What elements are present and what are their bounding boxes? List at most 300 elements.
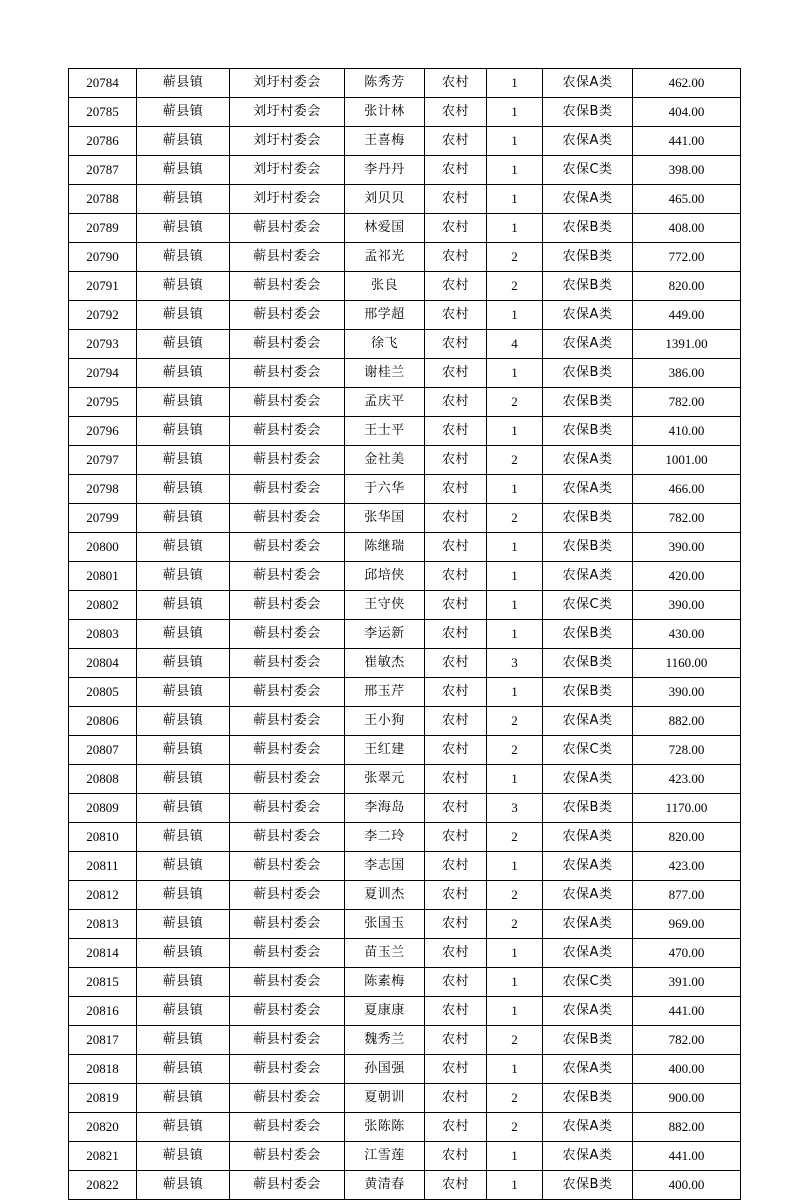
- table-row: [69, 1113, 741, 1142]
- cell-town: 蕲县镇: [137, 939, 230, 968]
- cell-town: 蕲县镇: [137, 881, 230, 910]
- cell-household_type: 农村: [425, 417, 487, 446]
- cell-village: 蕲县村委会: [230, 272, 345, 301]
- cell-id: 20787: [69, 156, 137, 185]
- cell-name: 王士平: [345, 417, 425, 446]
- cell-people: 1: [487, 156, 543, 185]
- cell-village: 蕲县村委会: [230, 736, 345, 765]
- cell-town: 蕲县镇: [137, 185, 230, 214]
- cell-category: 农保B类: [543, 794, 633, 823]
- cell-people: 2: [487, 881, 543, 910]
- cell-category: 农保A类: [543, 765, 633, 794]
- cell-amount: 449.00: [633, 301, 741, 330]
- cell-category: 农保A类: [543, 1142, 633, 1171]
- cell-name: 王守侠: [345, 591, 425, 620]
- cell-name: 陈素梅: [345, 968, 425, 997]
- cell-amount: 462.00: [633, 69, 741, 98]
- cell-town: 蕲县镇: [137, 69, 230, 98]
- cell-people: 2: [487, 910, 543, 939]
- cell-id: 20817: [69, 1026, 137, 1055]
- cell-village: 蕲县村委会: [230, 852, 345, 881]
- cell-category: 农保A类: [543, 707, 633, 736]
- cell-town: 蕲县镇: [137, 736, 230, 765]
- cell-people: 1: [487, 214, 543, 243]
- cell-name: 孟祁光: [345, 243, 425, 272]
- cell-town: 蕲县镇: [137, 127, 230, 156]
- subsidy-table: [68, 68, 741, 1200]
- cell-amount: 390.00: [633, 533, 741, 562]
- cell-people: 2: [487, 446, 543, 475]
- cell-village: 蕲县村委会: [230, 417, 345, 446]
- cell-name: 江雪莲: [345, 1142, 425, 1171]
- cell-village: 蕲县村委会: [230, 446, 345, 475]
- cell-village: 蕲县村委会: [230, 475, 345, 504]
- cell-town: 蕲县镇: [137, 794, 230, 823]
- cell-category: 农保B类: [543, 1084, 633, 1113]
- cell-town: 蕲县镇: [137, 533, 230, 562]
- cell-town: 蕲县镇: [137, 446, 230, 475]
- cell-name: 徐飞: [345, 330, 425, 359]
- cell-household_type: 农村: [425, 620, 487, 649]
- cell-name: 王喜梅: [345, 127, 425, 156]
- cell-category: 农保A类: [543, 910, 633, 939]
- cell-id: 20811: [69, 852, 137, 881]
- cell-village: 蕲县村委会: [230, 765, 345, 794]
- cell-amount: 466.00: [633, 475, 741, 504]
- cell-household_type: 农村: [425, 533, 487, 562]
- cell-household_type: 农村: [425, 504, 487, 533]
- cell-people: 1: [487, 1171, 543, 1200]
- cell-town: 蕲县镇: [137, 272, 230, 301]
- cell-household_type: 农村: [425, 765, 487, 794]
- cell-household_type: 农村: [425, 214, 487, 243]
- cell-id: 20790: [69, 243, 137, 272]
- cell-village: 蕲县村委会: [230, 243, 345, 272]
- cell-name: 崔敏杰: [345, 649, 425, 678]
- cell-town: 蕲县镇: [137, 1142, 230, 1171]
- cell-name: 刘贝贝: [345, 185, 425, 214]
- cell-household_type: 农村: [425, 446, 487, 475]
- cell-id: 20810: [69, 823, 137, 852]
- table-row: [69, 1171, 741, 1200]
- table-row: [69, 852, 741, 881]
- cell-village: 蕲县村委会: [230, 214, 345, 243]
- cell-town: 蕲县镇: [137, 243, 230, 272]
- table-row: [69, 620, 741, 649]
- cell-id: 20791: [69, 272, 137, 301]
- table-row: [69, 707, 741, 736]
- cell-town: 蕲县镇: [137, 765, 230, 794]
- cell-name: 金社美: [345, 446, 425, 475]
- cell-id: 20794: [69, 359, 137, 388]
- cell-category: 农保B类: [543, 359, 633, 388]
- cell-id: 20800: [69, 533, 137, 562]
- table-row: [69, 1084, 741, 1113]
- cell-id: 20788: [69, 185, 137, 214]
- cell-amount: 1160.00: [633, 649, 741, 678]
- cell-household_type: 农村: [425, 330, 487, 359]
- cell-name: 孙国强: [345, 1055, 425, 1084]
- table-row: [69, 185, 741, 214]
- cell-amount: 400.00: [633, 1171, 741, 1200]
- cell-town: 蕲县镇: [137, 1026, 230, 1055]
- cell-category: 农保C类: [543, 736, 633, 765]
- cell-town: 蕲县镇: [137, 98, 230, 127]
- cell-town: 蕲县镇: [137, 504, 230, 533]
- cell-village: 蕲县村委会: [230, 591, 345, 620]
- cell-amount: 882.00: [633, 1113, 741, 1142]
- cell-category: 农保A类: [543, 939, 633, 968]
- cell-people: 1: [487, 765, 543, 794]
- cell-people: 1: [487, 968, 543, 997]
- cell-category: 农保B类: [543, 417, 633, 446]
- cell-village: 蕲县村委会: [230, 1113, 345, 1142]
- cell-name: 张陈陈: [345, 1113, 425, 1142]
- cell-people: 1: [487, 533, 543, 562]
- cell-people: 1: [487, 620, 543, 649]
- cell-category: 农保B类: [543, 1171, 633, 1200]
- cell-id: 20822: [69, 1171, 137, 1200]
- cell-village: 蕲县村委会: [230, 504, 345, 533]
- cell-people: 3: [487, 649, 543, 678]
- cell-people: 2: [487, 243, 543, 272]
- cell-town: 蕲县镇: [137, 678, 230, 707]
- cell-amount: 882.00: [633, 707, 741, 736]
- cell-category: 农保A类: [543, 562, 633, 591]
- cell-village: 刘圩村委会: [230, 69, 345, 98]
- cell-town: 蕲县镇: [137, 214, 230, 243]
- table-row: [69, 910, 741, 939]
- cell-household_type: 农村: [425, 475, 487, 504]
- cell-category: 农保A类: [543, 997, 633, 1026]
- cell-id: 20786: [69, 127, 137, 156]
- cell-category: 农保B类: [543, 533, 633, 562]
- cell-amount: 470.00: [633, 939, 741, 968]
- cell-household_type: 农村: [425, 1171, 487, 1200]
- cell-household_type: 农村: [425, 562, 487, 591]
- cell-village: 刘圩村委会: [230, 156, 345, 185]
- cell-amount: 386.00: [633, 359, 741, 388]
- cell-id: 20805: [69, 678, 137, 707]
- cell-amount: 900.00: [633, 1084, 741, 1113]
- cell-village: 刘圩村委会: [230, 98, 345, 127]
- cell-amount: 400.00: [633, 1055, 741, 1084]
- cell-town: 蕲县镇: [137, 156, 230, 185]
- cell-name: 李志国: [345, 852, 425, 881]
- cell-id: 20807: [69, 736, 137, 765]
- table-row: [69, 1142, 741, 1171]
- cell-town: 蕲县镇: [137, 475, 230, 504]
- cell-household_type: 农村: [425, 156, 487, 185]
- cell-village: 蕲县村委会: [230, 1084, 345, 1113]
- cell-household_type: 农村: [425, 185, 487, 214]
- cell-category: 农保A类: [543, 127, 633, 156]
- cell-village: 蕲县村委会: [230, 533, 345, 562]
- cell-id: 20806: [69, 707, 137, 736]
- cell-people: 1: [487, 562, 543, 591]
- cell-household_type: 农村: [425, 968, 487, 997]
- cell-amount: 969.00: [633, 910, 741, 939]
- table-row: [69, 794, 741, 823]
- cell-id: 20819: [69, 1084, 137, 1113]
- cell-id: 20801: [69, 562, 137, 591]
- cell-category: 农保C类: [543, 156, 633, 185]
- table-row: [69, 504, 741, 533]
- cell-id: 20795: [69, 388, 137, 417]
- cell-people: 2: [487, 1113, 543, 1142]
- cell-id: 20797: [69, 446, 137, 475]
- cell-town: 蕲县镇: [137, 417, 230, 446]
- cell-name: 夏朝训: [345, 1084, 425, 1113]
- cell-id: 20803: [69, 620, 137, 649]
- cell-household_type: 农村: [425, 678, 487, 707]
- cell-category: 农保A类: [543, 1055, 633, 1084]
- table-row: [69, 98, 741, 127]
- table-row: [69, 562, 741, 591]
- cell-village: 蕲县村委会: [230, 794, 345, 823]
- cell-name: 邱培侠: [345, 562, 425, 591]
- cell-household_type: 农村: [425, 388, 487, 417]
- cell-village: 蕲县村委会: [230, 562, 345, 591]
- table-row: [69, 736, 741, 765]
- table-row: [69, 678, 741, 707]
- cell-id: 20820: [69, 1113, 137, 1142]
- table-row: [69, 243, 741, 272]
- cell-name: 李海岛: [345, 794, 425, 823]
- cell-people: 1: [487, 475, 543, 504]
- cell-village: 蕲县村委会: [230, 939, 345, 968]
- cell-household_type: 农村: [425, 881, 487, 910]
- cell-amount: 390.00: [633, 591, 741, 620]
- cell-name: 李丹丹: [345, 156, 425, 185]
- cell-name: 黄清春: [345, 1171, 425, 1200]
- cell-village: 蕲县村委会: [230, 1026, 345, 1055]
- cell-village: 蕲县村委会: [230, 823, 345, 852]
- cell-people: 1: [487, 98, 543, 127]
- cell-household_type: 农村: [425, 707, 487, 736]
- table-row: [69, 591, 741, 620]
- cell-category: 农保A类: [543, 185, 633, 214]
- cell-village: 刘圩村委会: [230, 185, 345, 214]
- cell-village: 蕲县村委会: [230, 330, 345, 359]
- cell-id: 20815: [69, 968, 137, 997]
- table-body: [69, 69, 741, 1200]
- cell-household_type: 农村: [425, 649, 487, 678]
- cell-household_type: 农村: [425, 69, 487, 98]
- cell-id: 20814: [69, 939, 137, 968]
- cell-name: 邢学超: [345, 301, 425, 330]
- cell-amount: 728.00: [633, 736, 741, 765]
- cell-id: 20818: [69, 1055, 137, 1084]
- cell-people: 1: [487, 939, 543, 968]
- cell-household_type: 农村: [425, 794, 487, 823]
- cell-people: 1: [487, 591, 543, 620]
- table-row: [69, 475, 741, 504]
- cell-town: 蕲县镇: [137, 852, 230, 881]
- table-row: [69, 939, 741, 968]
- cell-village: 蕲县村委会: [230, 1055, 345, 1084]
- table-row: [69, 272, 741, 301]
- cell-amount: 1170.00: [633, 794, 741, 823]
- cell-name: 张华国: [345, 504, 425, 533]
- cell-people: 1: [487, 417, 543, 446]
- cell-name: 张良: [345, 272, 425, 301]
- cell-name: 孟庆平: [345, 388, 425, 417]
- cell-village: 蕲县村委会: [230, 678, 345, 707]
- cell-amount: 423.00: [633, 852, 741, 881]
- cell-id: 20804: [69, 649, 137, 678]
- cell-people: 3: [487, 794, 543, 823]
- cell-village: 蕲县村委会: [230, 997, 345, 1026]
- cell-people: 2: [487, 1084, 543, 1113]
- cell-category: 农保A类: [543, 1113, 633, 1142]
- table-row: [69, 765, 741, 794]
- cell-town: 蕲县镇: [137, 823, 230, 852]
- cell-household_type: 农村: [425, 98, 487, 127]
- cell-name: 林爱国: [345, 214, 425, 243]
- cell-people: 2: [487, 272, 543, 301]
- cell-people: 1: [487, 69, 543, 98]
- cell-name: 王小狗: [345, 707, 425, 736]
- cell-id: 20793: [69, 330, 137, 359]
- cell-category: 农保A类: [543, 475, 633, 504]
- cell-town: 蕲县镇: [137, 1171, 230, 1200]
- cell-amount: 877.00: [633, 881, 741, 910]
- cell-name: 邢玉芹: [345, 678, 425, 707]
- cell-household_type: 农村: [425, 272, 487, 301]
- cell-amount: 420.00: [633, 562, 741, 591]
- table-row: [69, 359, 741, 388]
- cell-people: 2: [487, 504, 543, 533]
- table-row: [69, 417, 741, 446]
- table-row: [69, 388, 741, 417]
- cell-household_type: 农村: [425, 1142, 487, 1171]
- cell-name: 陈秀芳: [345, 69, 425, 98]
- cell-town: 蕲县镇: [137, 591, 230, 620]
- table-row: [69, 881, 741, 910]
- cell-name: 苗玉兰: [345, 939, 425, 968]
- cell-name: 张翠元: [345, 765, 425, 794]
- cell-town: 蕲县镇: [137, 1113, 230, 1142]
- cell-name: 谢桂兰: [345, 359, 425, 388]
- cell-id: 20799: [69, 504, 137, 533]
- cell-name: 张计林: [345, 98, 425, 127]
- cell-people: 1: [487, 1055, 543, 1084]
- cell-name: 李二玲: [345, 823, 425, 852]
- cell-town: 蕲县镇: [137, 359, 230, 388]
- cell-amount: 398.00: [633, 156, 741, 185]
- cell-village: 蕲县村委会: [230, 881, 345, 910]
- cell-people: 2: [487, 1026, 543, 1055]
- cell-amount: 410.00: [633, 417, 741, 446]
- cell-town: 蕲县镇: [137, 388, 230, 417]
- cell-name: 夏康康: [345, 997, 425, 1026]
- cell-amount: 390.00: [633, 678, 741, 707]
- cell-category: 农保B类: [543, 243, 633, 272]
- cell-category: 农保B类: [543, 504, 633, 533]
- cell-household_type: 农村: [425, 301, 487, 330]
- cell-village: 蕲县村委会: [230, 910, 345, 939]
- cell-household_type: 农村: [425, 243, 487, 272]
- cell-household_type: 农村: [425, 1055, 487, 1084]
- cell-town: 蕲县镇: [137, 330, 230, 359]
- cell-id: 20812: [69, 881, 137, 910]
- cell-id: 20808: [69, 765, 137, 794]
- cell-people: 2: [487, 736, 543, 765]
- table-row: [69, 533, 741, 562]
- cell-category: 农保A类: [543, 446, 633, 475]
- cell-household_type: 农村: [425, 1113, 487, 1142]
- cell-village: 蕲县村委会: [230, 1142, 345, 1171]
- table-row: [69, 446, 741, 475]
- cell-people: 1: [487, 301, 543, 330]
- cell-household_type: 农村: [425, 591, 487, 620]
- cell-category: 农保B类: [543, 678, 633, 707]
- table-row: [69, 301, 741, 330]
- cell-amount: 404.00: [633, 98, 741, 127]
- cell-village: 刘圩村委会: [230, 127, 345, 156]
- cell-id: 20784: [69, 69, 137, 98]
- cell-household_type: 农村: [425, 127, 487, 156]
- cell-amount: 782.00: [633, 504, 741, 533]
- cell-town: 蕲县镇: [137, 1084, 230, 1113]
- cell-id: 20816: [69, 997, 137, 1026]
- cell-category: 农保B类: [543, 388, 633, 417]
- cell-people: 1: [487, 185, 543, 214]
- table-row: [69, 127, 741, 156]
- cell-people: 4: [487, 330, 543, 359]
- cell-id: 20789: [69, 214, 137, 243]
- cell-amount: 465.00: [633, 185, 741, 214]
- cell-town: 蕲县镇: [137, 620, 230, 649]
- table-row: [69, 214, 741, 243]
- cell-amount: 430.00: [633, 620, 741, 649]
- cell-category: 农保B类: [543, 272, 633, 301]
- cell-people: 2: [487, 823, 543, 852]
- cell-id: 20798: [69, 475, 137, 504]
- cell-household_type: 农村: [425, 939, 487, 968]
- cell-village: 蕲县村委会: [230, 649, 345, 678]
- cell-amount: 423.00: [633, 765, 741, 794]
- cell-name: 张国玉: [345, 910, 425, 939]
- cell-category: 农保A类: [543, 852, 633, 881]
- cell-village: 蕲县村委会: [230, 707, 345, 736]
- cell-amount: 441.00: [633, 127, 741, 156]
- cell-people: 2: [487, 388, 543, 417]
- cell-amount: 408.00: [633, 214, 741, 243]
- cell-town: 蕲县镇: [137, 301, 230, 330]
- table-row: [69, 997, 741, 1026]
- cell-category: 农保A类: [543, 330, 633, 359]
- cell-people: 1: [487, 359, 543, 388]
- cell-name: 夏训杰: [345, 881, 425, 910]
- cell-people: 1: [487, 852, 543, 881]
- cell-category: 农保B类: [543, 214, 633, 243]
- cell-town: 蕲县镇: [137, 910, 230, 939]
- table-row: [69, 69, 741, 98]
- cell-town: 蕲县镇: [137, 997, 230, 1026]
- cell-people: 2: [487, 707, 543, 736]
- cell-people: 1: [487, 127, 543, 156]
- cell-village: 蕲县村委会: [230, 1171, 345, 1200]
- cell-amount: 1391.00: [633, 330, 741, 359]
- cell-amount: 820.00: [633, 823, 741, 852]
- cell-category: 农保B类: [543, 620, 633, 649]
- cell-village: 蕲县村委会: [230, 620, 345, 649]
- cell-village: 蕲县村委会: [230, 359, 345, 388]
- cell-amount: 782.00: [633, 1026, 741, 1055]
- cell-category: 农保B类: [543, 98, 633, 127]
